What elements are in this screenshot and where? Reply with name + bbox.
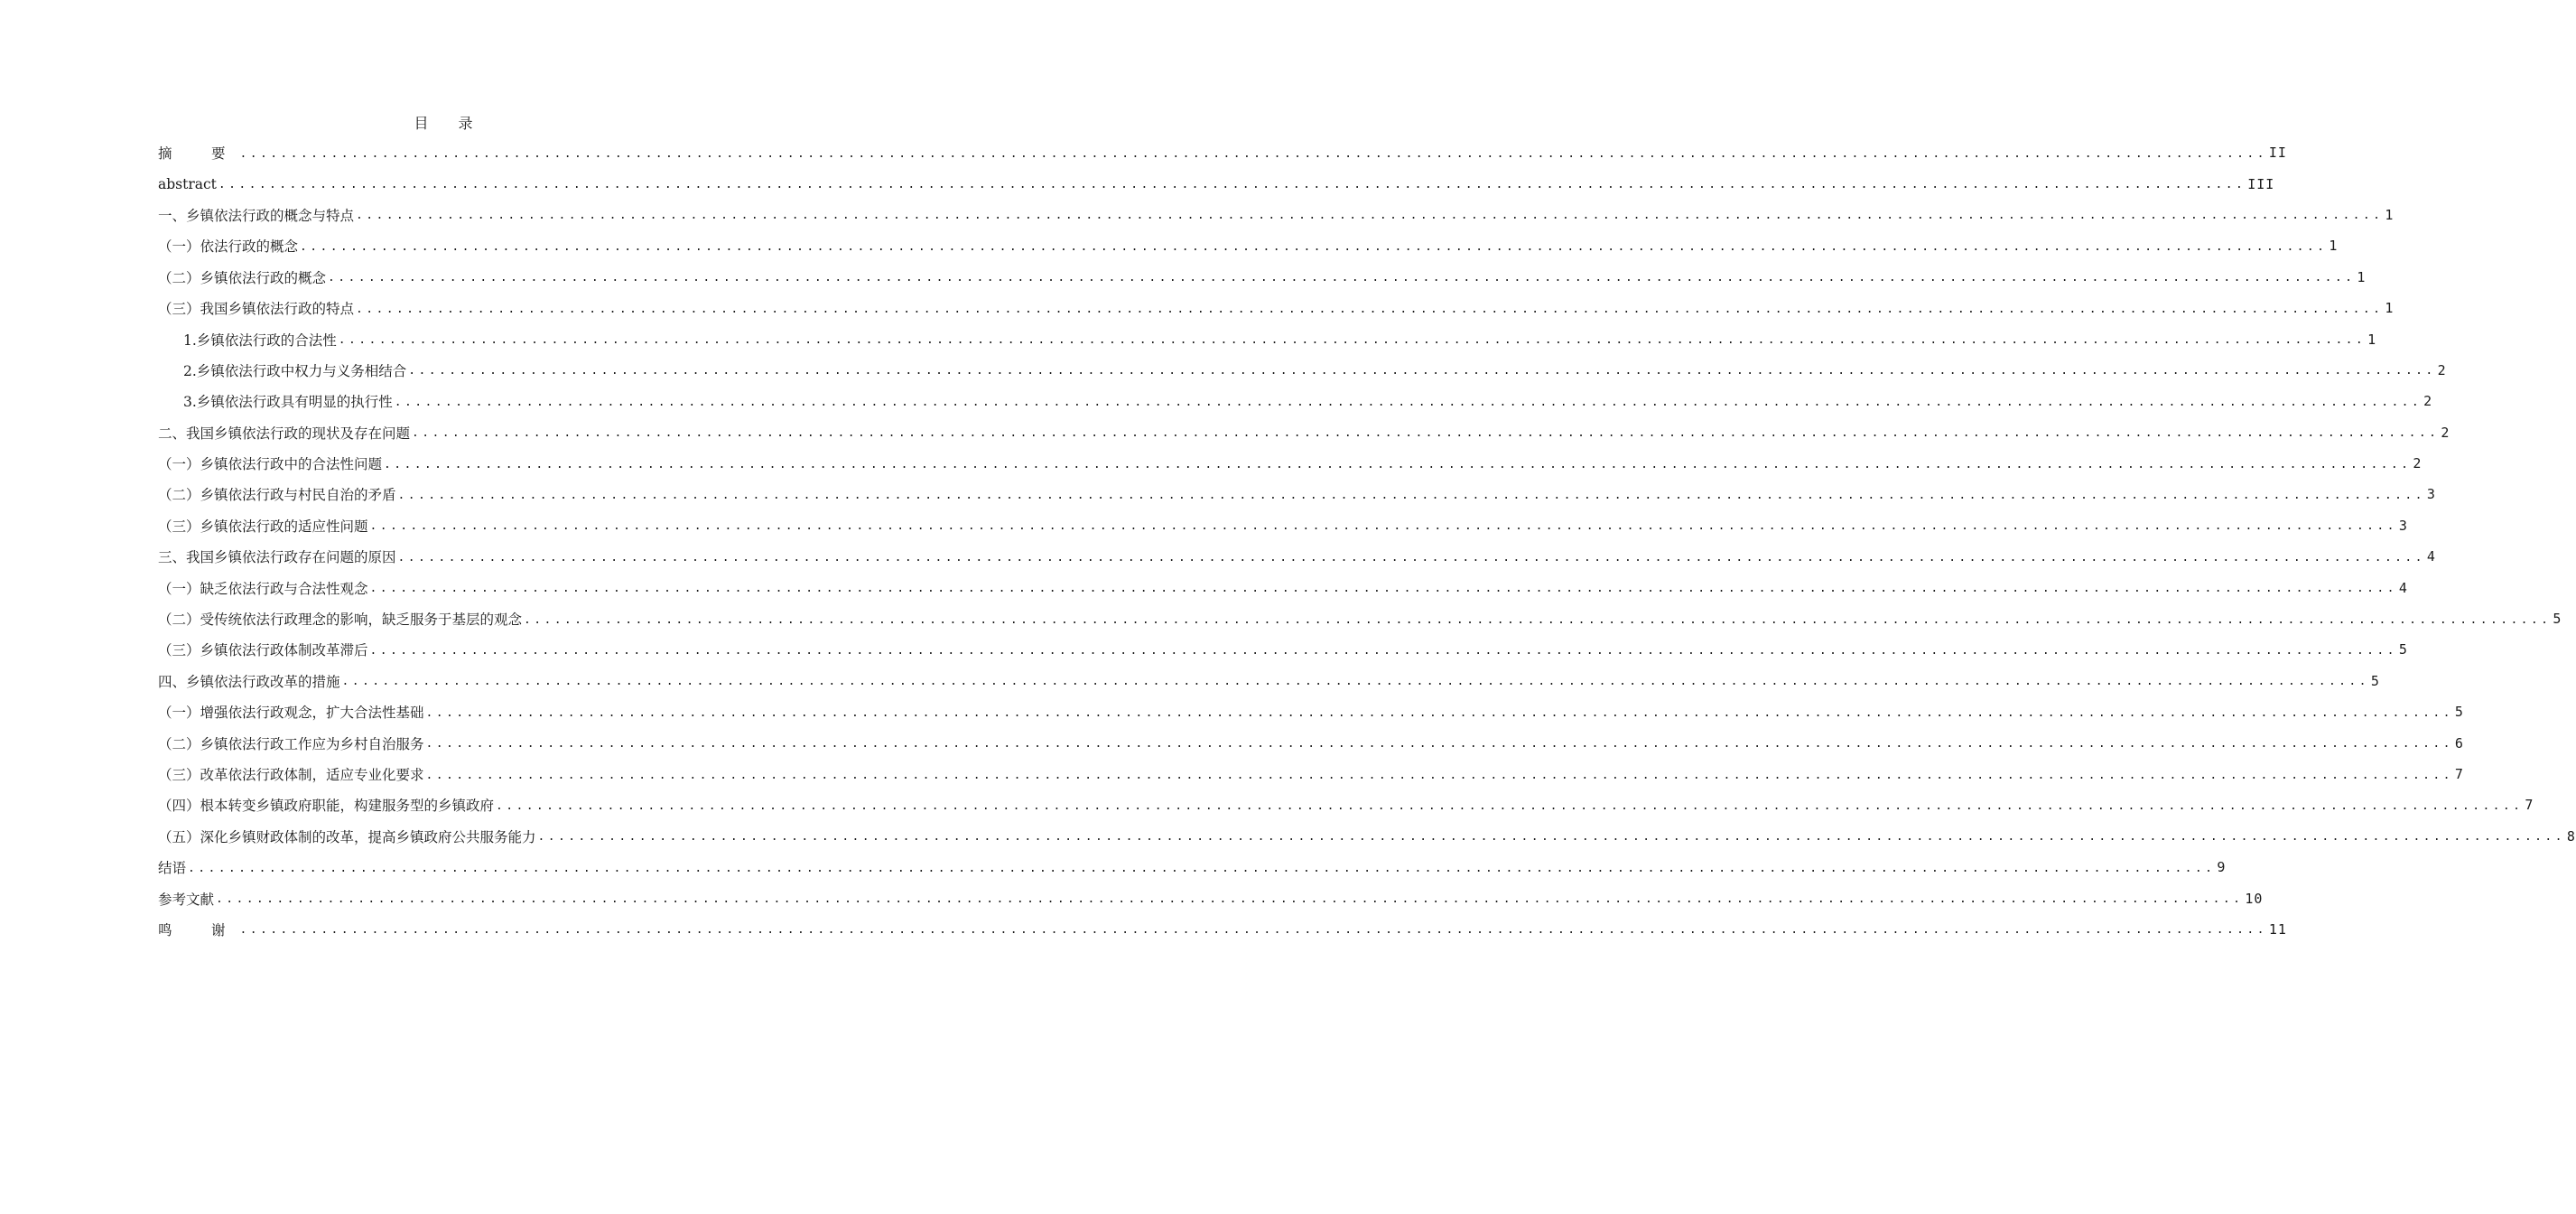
toc-entry-label: （二）乡镇依法行政工作应为乡村自治服务 [158, 735, 424, 752]
toc-entry[interactable] [158, 262, 2367, 293]
toc-leader-dots: ........................................................................................................................................................................................................ [369, 519, 2397, 534]
toc-leader-dots: ........................................................................................................................................................................................................ [537, 830, 2565, 845]
toc-entry-label: （三）我国乡镇依法行政的特点 [158, 301, 355, 318]
toc-entry-page-number: II [2268, 145, 2287, 162]
toc-entry[interactable] [158, 355, 2447, 386]
toc-entry-page-number: 2 [2441, 424, 2450, 441]
toc-entry-page-number: 3 [2398, 517, 2408, 534]
toc-leader-dots: ........................................................................................................................................................................................................ [524, 612, 2552, 627]
toc-entry[interactable] [158, 789, 2534, 820]
toc-entry-label: 摘 要 [158, 145, 238, 163]
toc-leader-dots: ........................................................................................................................................................................................................ [397, 488, 2425, 502]
toc-leader-dots: ........................................................................................................................................................................................................ [369, 582, 2397, 596]
toc-entry[interactable] [158, 603, 2562, 634]
toc-entry-label: 结语 [158, 860, 187, 877]
toc-entry[interactable] [158, 696, 2464, 727]
toc-entry[interactable] [158, 914, 2287, 945]
toc-entry-label: （一）缺乏依法行政与合法性观念 [158, 580, 368, 597]
toc-leader-dots: ........................................................................................................................................................................................................ [425, 737, 2453, 752]
toc-entry-label: abstract [158, 175, 217, 192]
toc-entry[interactable] [158, 666, 2380, 696]
toc-leader-dots: ........................................................................................................................................................................................................ [496, 798, 2524, 813]
toc-entry-label: （一）乡镇依法行政中的合法性问题 [158, 456, 383, 473]
toc-entry-page-number: 3 [2426, 486, 2436, 503]
toc-entry[interactable] [158, 882, 2264, 913]
toc-entry-page-number: 1 [2367, 331, 2377, 348]
toc-entry-page-number: 10 [2245, 890, 2264, 907]
toc-leader-dots: ........................................................................................................................................................................................................ [300, 239, 2328, 254]
toc-leader-dots: ........................................................................................................................................................................................................ [397, 550, 2425, 565]
toc-entry[interactable] [158, 448, 2423, 479]
toc-entry-page-number: 1 [2385, 300, 2395, 317]
toc-leader-dots: ........................................................................................................................................................................................................ [338, 333, 2367, 348]
toc-leader-dots: ........................................................................................................................................................................................................ [239, 146, 2267, 161]
toc-entry[interactable] [158, 852, 2227, 882]
toc-entry[interactable] [158, 572, 2408, 602]
toc-leader-dots: ........................................................................................................................................................................................................ [356, 302, 2384, 316]
toc-entry-label: 1.乡镇依法行政的合法性 [183, 332, 337, 349]
toc-entry[interactable] [158, 759, 2464, 789]
toc-title: 目 录 [414, 115, 486, 132]
toc-entry-page-number: 9 [2217, 859, 2227, 876]
toc-entry-page-number: III [2247, 175, 2275, 192]
toc-entry-label: （三）乡镇依法行政的适应性问题 [158, 518, 368, 535]
toc-entry-page-number: 1 [2357, 268, 2367, 285]
toc-entry[interactable] [158, 323, 2377, 354]
toc-entry-page-number: 6 [2454, 734, 2464, 752]
toc-leader-dots: ........................................................................................................................................................................................................ [218, 178, 2246, 192]
toc-entry-label: （三）改革依法行政体制，适应专业化要求 [158, 767, 424, 783]
toc-entry-label: （一）依法行政的概念 [158, 238, 299, 256]
toc-entry[interactable] [158, 293, 2395, 323]
toc-leader-dots: ........................................................................................................................................................................................................ [328, 271, 2356, 285]
toc-entry[interactable] [158, 510, 2408, 541]
toc-entry-page-number: 5 [2454, 704, 2464, 721]
toc-entry[interactable] [158, 479, 2436, 509]
toc-leader-dots: ........................................................................................................................................................................................................ [216, 892, 2244, 907]
toc-leader-dots: ........................................................................................................................................................................................................ [341, 675, 2369, 689]
toc-entry-label: 3.乡镇依法行政具有明显的执行性 [183, 394, 393, 411]
toc-entry[interactable] [158, 541, 2436, 572]
toc-entry[interactable] [158, 168, 2275, 199]
toc-entry-label: （二）乡镇依法行政与村民自治的矛盾 [158, 487, 396, 504]
toc-leader-dots: ........................................................................................................................................................................................................ [425, 768, 2453, 782]
toc-entry-label: （二）乡镇依法行政的概念 [158, 269, 327, 286]
toc-entry[interactable] [158, 230, 2339, 261]
toc-entry-label: （四）根本转变乡镇政府职能，构建服务型的乡镇政府 [158, 798, 495, 815]
toc-entry-label: （五）深化乡镇财政体制的改革，提高乡镇政府公共服务能力 [158, 828, 536, 845]
toc-entry-page-number: 2 [2423, 393, 2433, 410]
toc-leader-dots: ........................................................................................................................................................................................................ [239, 923, 2267, 938]
toc-entry[interactable] [158, 200, 2395, 230]
toc-entry-label: 参考文献 [158, 891, 215, 908]
toc-entry-label: （三）乡镇依法行政体制改革滞后 [158, 642, 368, 659]
toc-entry-label: 二、我国乡镇依法行政的现状及存在问题 [158, 425, 411, 442]
toc-entry-page-number: 5 [2553, 611, 2562, 628]
toc-entry-page-number: 4 [2398, 579, 2408, 596]
toc-entry-label: 三、我国乡镇依法行政存在问题的原因 [158, 549, 396, 566]
toc-entry[interactable] [158, 821, 2576, 852]
toc-entry-label: （一）增强依法行政观念，扩大合法性基础 [158, 705, 424, 722]
toc-entry-label: （二）受传统依法行政理念的影响，缺乏服务于基层的观念 [158, 612, 523, 629]
toc-entry-page-number: 8 [2566, 827, 2576, 845]
toc-entry-page-number: 4 [2426, 548, 2436, 565]
toc-entry-page-number: 1 [2385, 206, 2395, 223]
toc-entry-page-number: 5 [2398, 641, 2408, 658]
toc-entry[interactable] [158, 634, 2408, 665]
toc-leader-dots: ........................................................................................................................................................................................................ [425, 705, 2453, 720]
toc-list [158, 137, 2576, 945]
toc-entry-page-number: 5 [2370, 672, 2380, 689]
toc-leader-dots: ........................................................................................................................................................................................................ [188, 861, 2216, 875]
toc-leader-dots: ........................................................................................................................................................................................................ [356, 209, 2384, 223]
toc-leader-dots: ........................................................................................................................................................................................................ [408, 364, 2436, 378]
toc-entry[interactable] [158, 727, 2464, 758]
toc-entry-page-number: 11 [2268, 920, 2287, 938]
toc-entry[interactable] [158, 137, 2287, 168]
toc-leader-dots: ........................................................................................................................................................................................................ [369, 643, 2397, 658]
toc-entry-page-number: 2 [2413, 455, 2423, 472]
toc-entry[interactable] [158, 386, 2433, 416]
toc-leader-dots: ........................................................................................................................................................................................................ [412, 426, 2440, 441]
toc-entry-label: 一、乡镇依法行政的概念与特点 [158, 207, 355, 224]
toc-entry-page-number: 1 [2329, 238, 2339, 255]
toc-leader-dots: ........................................................................................................................................................................................................ [394, 395, 2423, 409]
toc-entry-label: 四、乡镇依法行政改革的措施 [158, 673, 340, 690]
toc-entry-page-number: 7 [2454, 766, 2464, 782]
toc-entry[interactable] [158, 417, 2450, 448]
toc-entry-label: 2.乡镇依法行政中权力与义务相结合 [183, 362, 407, 379]
toc-leader-dots: ........................................................................................................................................................................................................ [384, 457, 2412, 472]
toc-entry-page-number: 7 [2525, 797, 2534, 814]
toc-entry-page-number: 2 [2437, 361, 2447, 378]
toc-entry-label: 鸣 谢 [158, 921, 238, 939]
